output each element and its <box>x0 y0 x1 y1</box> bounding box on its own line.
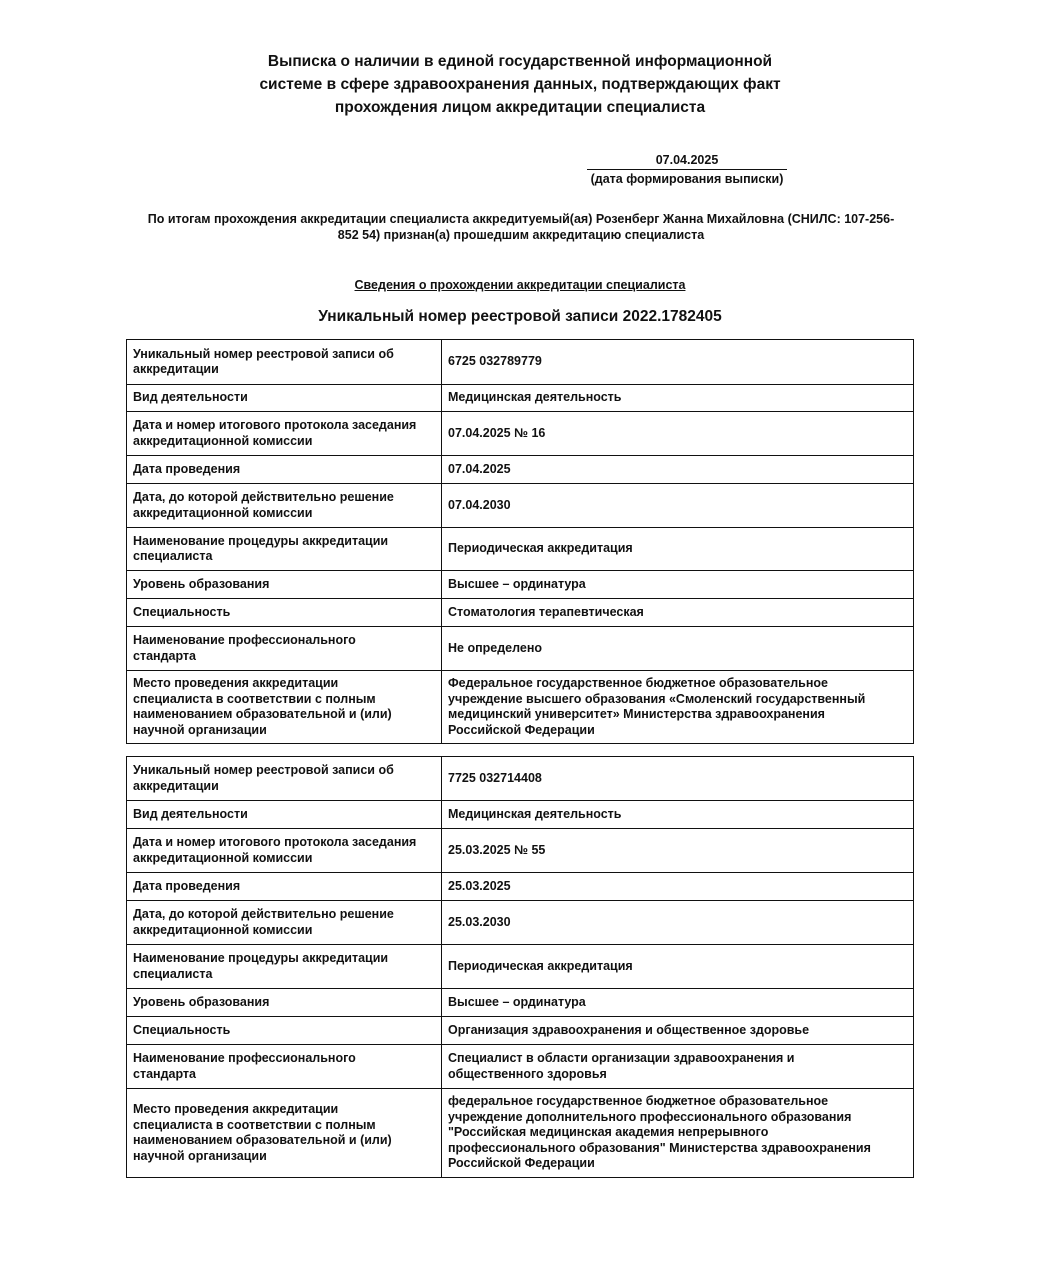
summary-line: По итогам прохождения аккредитации специалиста аккредитуемый(ая) Розенберг Жанна Михайловна (СНИЛС: 107-256- <box>147 212 895 226</box>
table-row <box>127 1089 914 1178</box>
row-label: Дата и номер итогового протокола заседания аккредитационной комиссии <box>127 412 442 456</box>
extract-date: 07.04.2025 <box>587 152 787 170</box>
row-value: Периодическая аккредитация <box>442 528 914 571</box>
row-label: Наименование профессионального стандарта <box>127 1045 442 1089</box>
row-label: Наименование профессионального стандарта <box>127 627 442 671</box>
row-value: Высшее – ординатура <box>442 571 914 599</box>
table-row <box>127 484 914 528</box>
row-value: 6725 032789779 <box>442 340 914 385</box>
table-row <box>127 1045 914 1089</box>
table-row <box>127 412 914 456</box>
row-label: Вид деятельности <box>127 801 442 829</box>
row-label: Дата, до которой действительно решение аккредитационной комиссии <box>127 484 442 528</box>
table-row <box>127 456 914 484</box>
table-row <box>127 627 914 671</box>
table-row <box>127 385 914 412</box>
row-label: Вид деятельности <box>127 385 442 412</box>
row-label: Наименование процедуры аккредитации специалиста <box>127 945 442 989</box>
accreditation-record-table <box>126 339 914 744</box>
row-value: федеральное государственное бюджетное образовательное учреждение дополнительного профессионального образования "Российская медицинская академия непрерывного профессионального образования" Министерства здравоохранения Российской Федерации <box>442 1089 914 1178</box>
row-label: Дата проведения <box>127 456 442 484</box>
row-value: Медицинская деятельность <box>442 385 914 412</box>
document-title <box>180 50 860 119</box>
row-value: 25.03.2025 <box>442 873 914 901</box>
table-row <box>127 571 914 599</box>
summary-line: 852 54) признан(а) прошедшим аккредитацию специалиста <box>337 228 705 242</box>
row-label: Уровень образования <box>127 571 442 599</box>
row-value: Федеральное государственное бюджетное образовательное учреждение высшего образования «Смоленский государственный медицинский университет» Министерства здравоохранения Российской Федерации <box>442 671 914 744</box>
row-label: Дата и номер итогового протокола заседания аккредитационной комиссии <box>127 829 442 873</box>
row-label: Уровень образования <box>127 989 442 1017</box>
row-value: Периодическая аккредитация <box>442 945 914 989</box>
table-row <box>127 873 914 901</box>
accreditation-summary <box>126 211 916 243</box>
row-value: Высшее – ординатура <box>442 989 914 1017</box>
table-row <box>127 340 914 385</box>
row-value: Не определено <box>442 627 914 671</box>
table-row <box>127 528 914 571</box>
title-line: системе в сфере здравоохранения данных, подтверждающих факт <box>259 76 781 93</box>
row-label: Место проведения аккредитации специалиста в соответствии с полным наименованием образовательной и (или) научной организации <box>127 1089 442 1178</box>
row-value: Специалист в области организации здравоохранения и общественного здоровья <box>442 1045 914 1089</box>
title-line: Выписка о наличии в единой государственной информационной <box>267 53 773 70</box>
row-label: Специальность <box>127 1017 442 1045</box>
row-value: Стоматология терапевтическая <box>442 599 914 627</box>
table-row <box>127 1017 914 1045</box>
table-row <box>127 901 914 945</box>
row-value: 25.03.2025 № 55 <box>442 829 914 873</box>
row-label: Уникальный номер реестровой записи об аккредитации <box>127 757 442 801</box>
table-row <box>127 599 914 627</box>
row-label: Специальность <box>127 599 442 627</box>
registry-number-heading: Уникальный номер реестровой записи 2022.1782405 <box>318 308 722 325</box>
row-value: Организация здравоохранения и общественное здоровье <box>442 1017 914 1045</box>
row-value: 07.04.2030 <box>442 484 914 528</box>
row-label: Дата проведения <box>127 873 442 901</box>
extract-date-caption: (дата формирования выписки) <box>590 172 784 186</box>
section-heading: Сведения о прохождении аккредитации специалиста <box>354 278 686 292</box>
row-value: 07.04.2025 <box>442 456 914 484</box>
extract-date-block <box>583 152 791 187</box>
table-row <box>127 989 914 1017</box>
row-value: 25.03.2030 <box>442 901 914 945</box>
title-line: прохождения лицом аккредитации специалиста <box>334 99 706 116</box>
row-label: Наименование процедуры аккредитации специалиста <box>127 528 442 571</box>
row-label: Уникальный номер реестровой записи об аккредитации <box>127 340 442 385</box>
row-value: 07.04.2025 № 16 <box>442 412 914 456</box>
row-label: Дата, до которой действительно решение аккредитационной комиссии <box>127 901 442 945</box>
row-value: 7725 032714408 <box>442 757 914 801</box>
table-row <box>127 671 914 744</box>
row-label: Место проведения аккредитации специалиста в соответствии с полным наименованием образовательной и (или) научной организации <box>127 671 442 744</box>
accreditation-record-table <box>126 756 914 1178</box>
table-row <box>127 829 914 873</box>
table-row <box>127 801 914 829</box>
table-row <box>127 945 914 989</box>
table-row <box>127 757 914 801</box>
row-value: Медицинская деятельность <box>442 801 914 829</box>
